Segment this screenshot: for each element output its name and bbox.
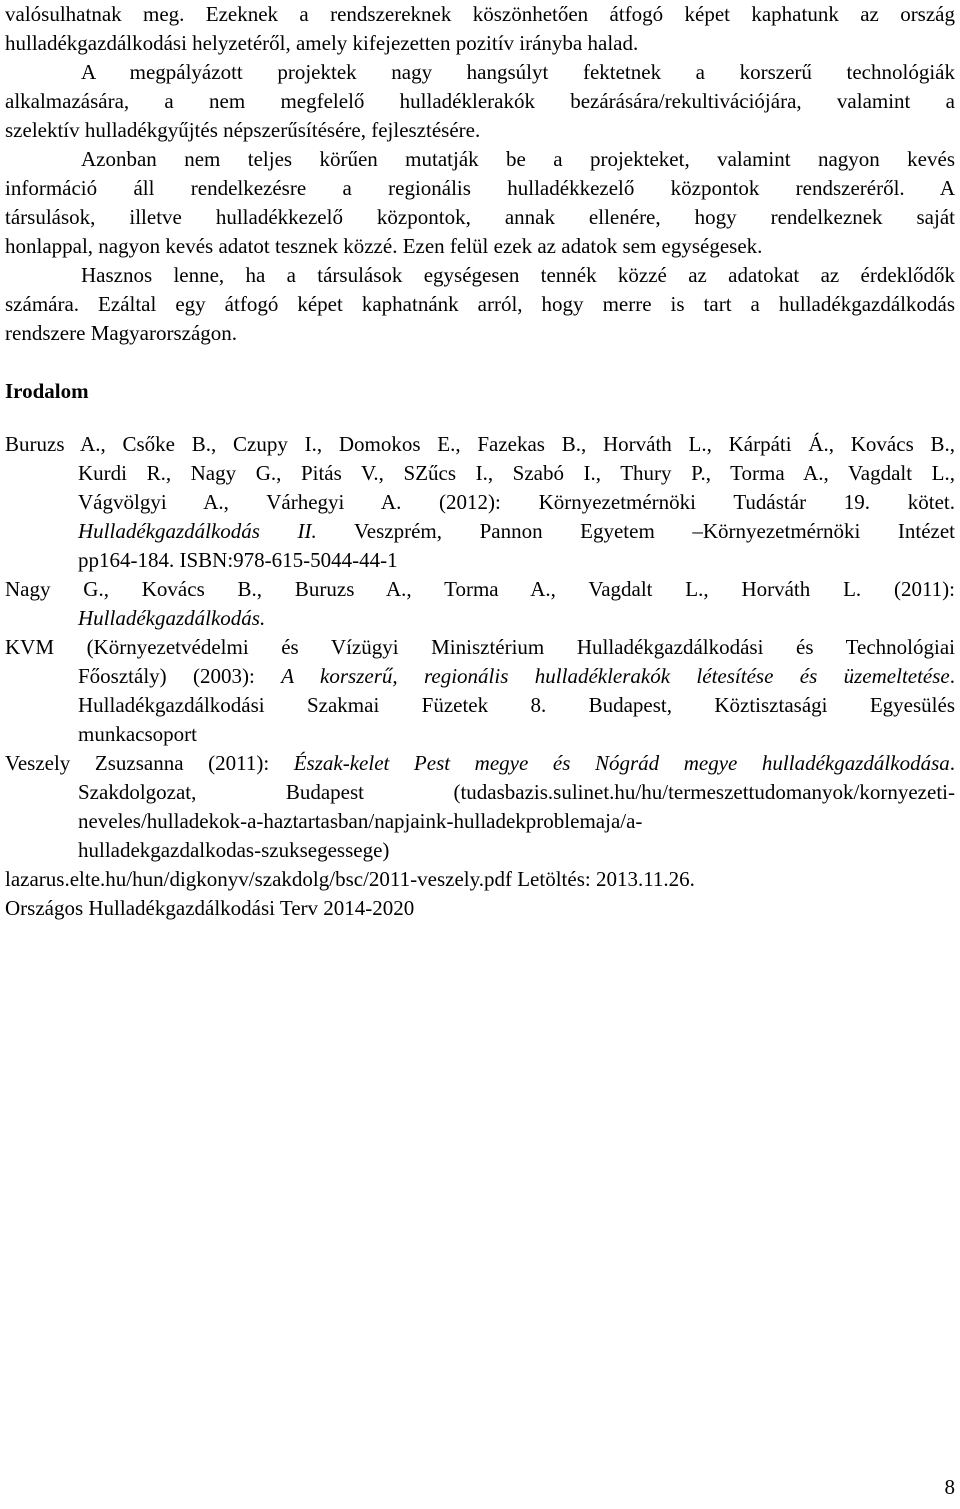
reference-line [5,517,955,546]
reference-title: A korszerű, regionális hulladéklerakók létesítése és üzemeltetése [281,664,950,688]
reference-title: Észak-kelet Pest megye és Nógrád megye hulladékgazdálkodása [293,751,950,775]
reference-text: Veszely Zsuzsanna (2011): [5,751,294,775]
text-line: számára. Ezáltal egy átfogó képet kaphatnánk arról, hogy merre is tart a hulladékgazdálkodás [5,292,955,316]
reference-text: . [949,664,955,688]
text-line: szelektív hulladékgyűjtés népszerűsítésére, fejlesztésére. [5,118,481,142]
reference-text: Főosztály) (2003): [78,664,282,688]
reference-line: Országos Hulladékgazdálkodási Terv 2014-2020 [5,896,415,920]
text-line: információ áll rendelkezésre a regionális hulladékkezelő központok rendszeréről. A [5,176,955,200]
text-line: honlappal, nagyon kevés adatot tesznek közzé. Ezen felül ezek az adatok sem egységesek. [5,234,763,258]
document-page [5,0,955,923]
reference-item [5,430,955,575]
reference-line: Buruzs A., Csőke B., Czupy I., Domokos E., Fazekas B., Horváth L., Kárpáti Á., Kovács B., [5,432,955,456]
reference-item [5,894,955,923]
paragraph-1 [5,0,955,58]
reference-title: Hulladékgazdálkodás. [78,606,266,630]
paragraph-2 [5,58,955,145]
text-line: társulások, illetve hulladékkezelő központok, annak ellenére, hogy rendelkeznek saját [5,205,955,229]
text-line: A megpályázott projektek nagy hangsúlyt fektetnek a korszerű technológiák [81,60,955,84]
reference-title: Hulladékgazdálkodás II. [78,519,317,543]
reference-line [5,662,955,691]
reference-line: Nagy G., Kovács B., Buruzs A., Torma A., Vagdalt L., Horváth L. (2011): [5,577,955,601]
reference-item [5,749,955,865]
reference-line: Kurdi R., Nagy G., Pitás V., SZűcs I., Szabó I., Thury P., Torma A., Vagdalt L., [78,461,955,485]
reference-line: Szakdolgozat, Budapest (tudasbazis.sulinet.hu/hu/termeszettudomanyok/kornyezeti- [78,780,955,804]
reference-line: neveles/hulladekok-a-haztartasban/napjaink-hulladekproblemaja/a- [78,809,643,833]
paragraph-4 [5,261,955,348]
text-line: Azonban nem teljes körűen mutatják be a projekteket, valamint nagyon kevés [81,147,955,171]
reference-line: Hulladékgazdálkodási Szakmai Füzetek 8. Budapest, Köztisztasági Egyesülés [78,693,955,717]
reference-line: pp164-184. ISBN:978-615-5044-44-1 [78,548,398,572]
text-line: rendszere Magyarországon. [5,321,238,345]
reference-line: KVM (Környezetvédelmi és Vízügyi Minisztérium Hulladékgazdálkodási és Technológiai [5,635,955,659]
reference-line [5,749,955,778]
reference-list [5,430,955,923]
text-line: Hasznos lenne, ha a társulások egységesen tennék közzé az adatokat az érdeklődők [81,263,955,287]
reference-item [5,575,955,633]
reference-line: Vágvölgyi A., Várhegyi A. (2012): Környezetmérnöki Tudástár 19. kötet. [78,490,955,514]
reference-line: hulladekgazdalkodas-szuksegessege) [78,838,390,862]
text-line: valósulhatnak meg. Ezeknek a rendszereknek köszönhetően átfogó képet kaphatunk az ország [5,2,955,26]
reference-text: . [949,751,955,775]
reference-item [5,633,955,749]
text-line: alkalmazására, a nem megfelelő hulladéklerakók bezárására/rekultivációjára, valamint a [5,89,955,113]
text-line: hulladékgazdálkodási helyzetéről, amely kifejezetten pozitív irányba halad. [5,31,639,55]
reference-line: lazarus.elte.hu/hun/digkonyv/szakdolg/bsc/2011-veszely.pdf Letöltés: 2013.11.26. [5,867,695,891]
paragraph-3 [5,145,955,261]
section-heading: Irodalom [5,379,89,403]
page-number: 8 [944,1475,955,1499]
reference-text: Veszprém, Pannon Egyetem –Környezetmérnöki Intézet [316,519,955,543]
reference-item [5,865,955,894]
reference-line: munkacsoport [78,722,197,746]
